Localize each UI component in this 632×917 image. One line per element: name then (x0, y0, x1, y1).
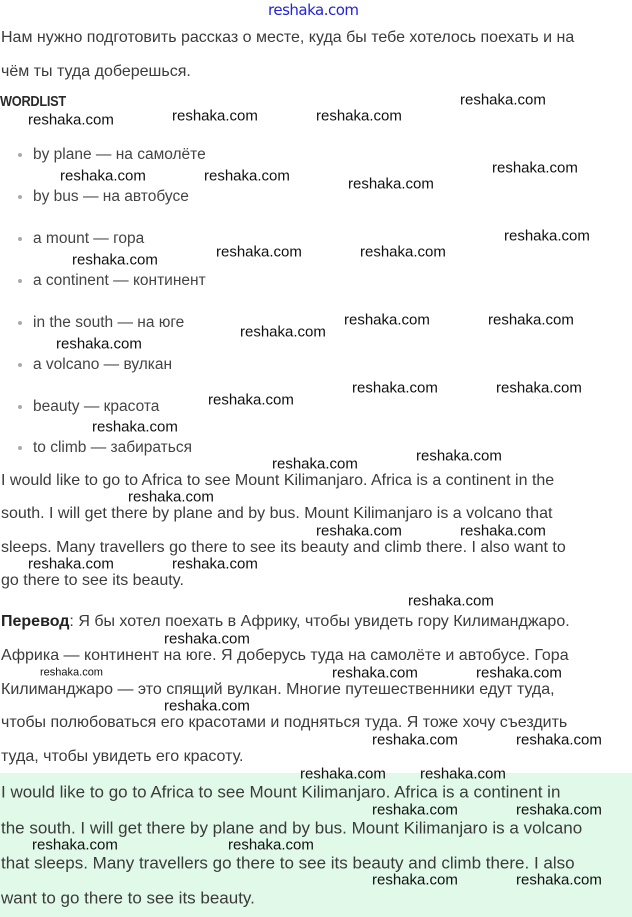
watermark: reshaka.com (372, 801, 458, 819)
watermark: reshaka.com (60, 167, 146, 185)
watermark: reshaka.com (32, 836, 118, 854)
watermark: reshaka.com (476, 664, 562, 682)
watermark: reshaka.com (204, 167, 290, 185)
translation-text: : Я бы хотел поехать в Африку, чтобы увидеть гору Килиманджаро. (69, 613, 570, 630)
watermark: reshaka.com (216, 243, 302, 261)
story-line: I would like to go to Africa to see Mount Kilimanjaro. Africa is a continent in the (1, 472, 555, 489)
watermark: reshaka.com (164, 697, 250, 715)
bullet-icon (18, 153, 22, 157)
answer-line: want to go there to see its beauty. (1, 888, 255, 908)
watermark: reshaka.com (408, 592, 494, 610)
wordlist-item (18, 189, 189, 205)
translation-line: Килиманджаро — это спящий вулкан. Многие путешественники едут туда, (1, 681, 555, 698)
watermark: reshaka.com (272, 455, 358, 473)
watermark: reshaka.com (516, 871, 602, 889)
wordlist-item (18, 231, 144, 247)
watermark: reshaka.com (372, 731, 458, 749)
wordlist-text: a volcano — вулкан (33, 356, 173, 373)
watermark: reshaka.com (460, 522, 546, 540)
watermark: reshaka.com (172, 555, 258, 573)
watermark: reshaka.com (164, 630, 250, 648)
watermark: reshaka.com (344, 311, 430, 329)
bullet-icon (18, 446, 22, 450)
intro-line: Нам нужно подготовить рассказ о месте, куда бы тебе хотелось поехать и на (1, 29, 575, 46)
watermark: reshaka.com (516, 801, 602, 819)
bullet-icon (18, 321, 22, 325)
translation-label: Перевод (1, 613, 70, 630)
watermark: reshaka.com (316, 522, 402, 540)
watermark: reshaka.com (56, 335, 142, 353)
wordlist-text: in the south — на юге (33, 314, 185, 331)
story-line: south. I will get there by plane and by bus. Mount Kilimanjaro is a volcano that (1, 505, 553, 522)
watermark: reshaka.com (496, 379, 582, 397)
watermark: reshaka.com (348, 175, 434, 193)
watermark: reshaka.com (300, 765, 386, 783)
watermark: reshaka.com (332, 664, 418, 682)
watermark: reshaka.com (40, 666, 103, 679)
wordlist-item (18, 315, 184, 331)
bullet-icon (18, 405, 22, 409)
watermark: reshaka.com (228, 836, 314, 854)
translation-line: чтобы полюбоваться его красотами и подняться туда. Я тоже хочу съездить (1, 714, 568, 731)
watermark: reshaka.com (504, 227, 590, 245)
watermark: reshaka.com (92, 418, 178, 436)
answer-line: the south. I will get there by plane and by bus. Mount Kilimanjaro is a volcano (1, 818, 583, 838)
watermark: reshaka.com (128, 488, 214, 506)
bullet-icon (18, 195, 22, 199)
wordlist-text: a mount — гора (33, 230, 145, 247)
watermark: reshaka.com (172, 107, 258, 125)
watermark: reshaka.com (316, 107, 402, 125)
bullet-icon (18, 363, 22, 367)
watermark: reshaka.com (420, 765, 506, 783)
bullet-icon (18, 237, 22, 241)
watermark: reshaka.com (360, 243, 446, 261)
intro-line: чём ты туда доберешься. (1, 63, 191, 80)
wordlist-item (18, 273, 206, 289)
wordlist-item (18, 399, 159, 415)
wordlist-text: beauty — красота (33, 398, 160, 415)
watermark: reshaka.com (460, 91, 546, 109)
wordlist-item (18, 147, 206, 163)
wordlist-text: a continent — континент (33, 272, 206, 289)
wordlist-text: by bus — на автобусе (33, 188, 189, 205)
translation-line: туда, чтобы увидеть его красоту. (1, 748, 244, 765)
watermark: reshaka.com (416, 447, 502, 465)
wordlist-title: WORDLIST (0, 93, 66, 110)
watermark: reshaka.com (28, 111, 114, 129)
watermark: reshaka.com (492, 159, 578, 177)
story-line: sleeps. Many travellers go there to see its beauty and climb there. I also want to (1, 539, 566, 556)
watermark: reshaka.com (72, 251, 158, 269)
story-line: go there to see its beauty. (1, 572, 184, 589)
watermark: reshaka.com (516, 731, 602, 749)
header-watermark: reshaka.com (268, 1, 359, 19)
bullet-icon (18, 279, 22, 283)
watermark: reshaka.com (488, 311, 574, 329)
watermark: reshaka.com (208, 391, 294, 409)
answer-line: that sleeps. Many travellers go there to see its beauty and climb there. I also (1, 853, 575, 873)
answer-line: I would like to go to Africa to see Mount Kilimanjaro. Africa is a continent in (1, 782, 561, 802)
watermark: reshaka.com (240, 323, 326, 341)
translation-line: Африка — континент на юге. Я доберусь туда на самолёте и автобусе. Гора (1, 647, 569, 664)
wordlist-item (18, 357, 172, 373)
watermark: reshaka.com (28, 555, 114, 573)
watermark: reshaka.com (352, 379, 438, 397)
translation-line (1, 614, 570, 630)
wordlist-text: to climb — забираться (33, 439, 192, 456)
watermark: reshaka.com (372, 871, 458, 889)
wordlist-item (18, 440, 192, 456)
wordlist-text: by plane — на самолёте (33, 146, 206, 163)
